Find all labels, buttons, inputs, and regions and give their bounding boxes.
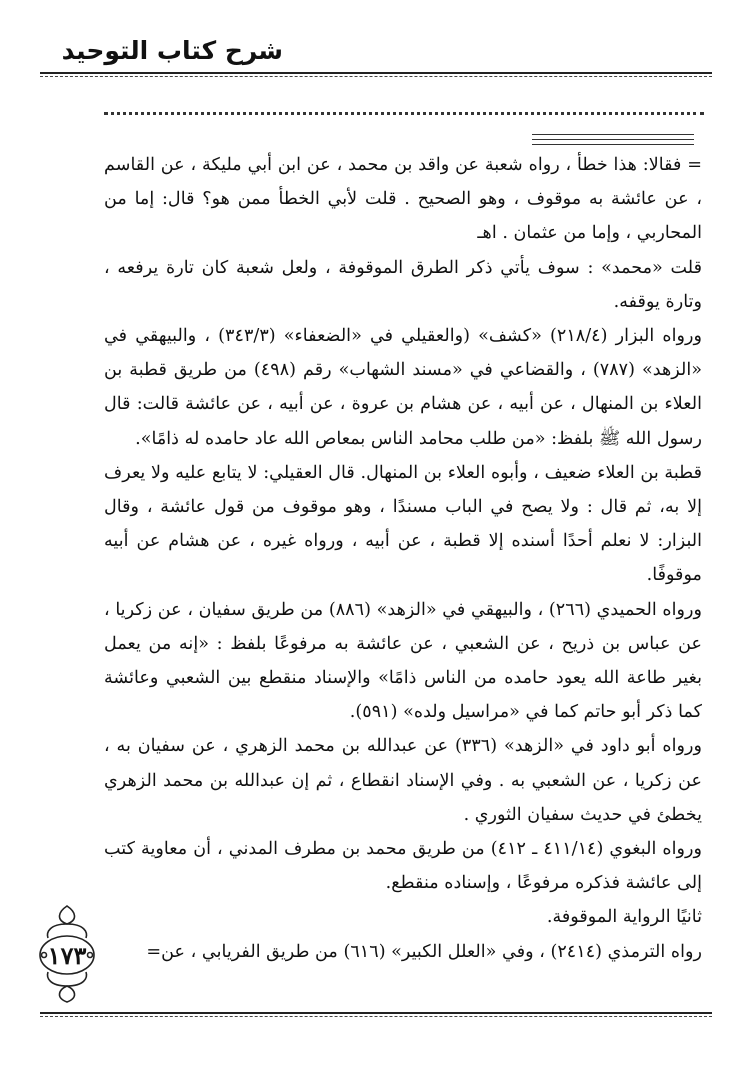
paragraph: = فقالا: هذا خطأ ، رواه شعبة عن واقد بن محمد ، عن ابن أبي مليكة ، عن القاسم ، عن عائشة به موقوف ، وهو الصحيح . قلت لأبي الخطأ ممن هو؟ قال: إما من المحاربي ، وإما من عثمان . اهـ [104,155,702,244]
header-rule-dashed [40,76,712,77]
footnote-separator [532,134,694,149]
dotted-separator [104,98,704,115]
paragraph: رواه الترمذي (٢٤١٤) ، وفي «العلل الكبير» (٦١٦) من طريق الفريابي ، عن= [146,941,702,962]
paragraph: قلت «محمد» : سوف يأتي ذكر الطرق الموقوفة ، ولعل شعبة كان تارة يرفعه ، وتارة يوقفه. [104,257,702,312]
paragraph: ورواه أبو داود في «الزهد» (٣٣٦) عن عبدالله بن محمد الزهري ، عن سفيان به ، عن زكريا ، عن الشعبي به . وفي الإسناد انقطاع ، ثم إن عبدالله بن محمد الزهري يخطئ في حديث سفيان الثوري . [104,736,702,825]
paragraph: ثانيًا الرواية الموقوفة. [546,907,702,928]
footer-rule-dashed [40,1016,712,1017]
footer-rule [40,1012,712,1014]
page-number: ١٧٣ [47,940,87,970]
paragraph: ورواه البغوي (٤١١/١٤ ـ ٤١٢) من طريق محمد بن مطرف المدني ، أن معاوية كتب إلى عائشة فذكره مرفوعًا ، وإسناده منقطع. [104,839,702,894]
paragraph: ورواه البزار (٢١٨/٤) «كشف» (والعقيلي في «الضعفاء» (٣٤٣/٣) ، والبيهقي في «الزهد» (٧٨٧) ، والقضاعي في «مسند الشهاب» رقم (٤٩٨) من طريق قطبة بن العلاء بن المنهال ، عن أبيه ، عن هشام بن عروة ، عن أبيه ، عن عائشة قالت: قال رسول الله ﷺ بلفظ: «من طلب محامد الناس بمعاص الله عاد حامده له ذامًا». [104,326,702,449]
page-header-title: شرح كتاب التوحيد [61,36,283,65]
paragraph: ورواه الحميدي (٢٦٦) ، والبيهقي في «الزهد» (٨٨٦) من طريق سفيان ، عن زكريا ، عن عباس بن ذريح ، عن الشعبي ، عن عائشة به مرفوعًا بلفظ : «إنه من يعمل بغير طاعة الله يعود حامده من الناس ذامًا» والإسناد منقطع بين الشعبي وعائشة كما ذكر أبو حاتم كما في «مراسيل ولده» (٥٩١). [104,599,702,723]
paragraph: قطبة بن العلاء ضعيف ، وأبوه العلاء بن المنهال. قال العقيلي: لا يتابع عليه ولا يعرف إلا به، ثم قال : ولا يصح في الباب مسندًا ، وهو موقوف من قول عائشة ، وقال البزار: لا نعلم أحدًا أسنده إلا قطبة ، عن أبيه ، ورواه غيره ، عن هشام عن أبيه موقوفًا. [104,462,702,586]
header-rule [40,72,712,74]
footnote-body [104,148,702,969]
